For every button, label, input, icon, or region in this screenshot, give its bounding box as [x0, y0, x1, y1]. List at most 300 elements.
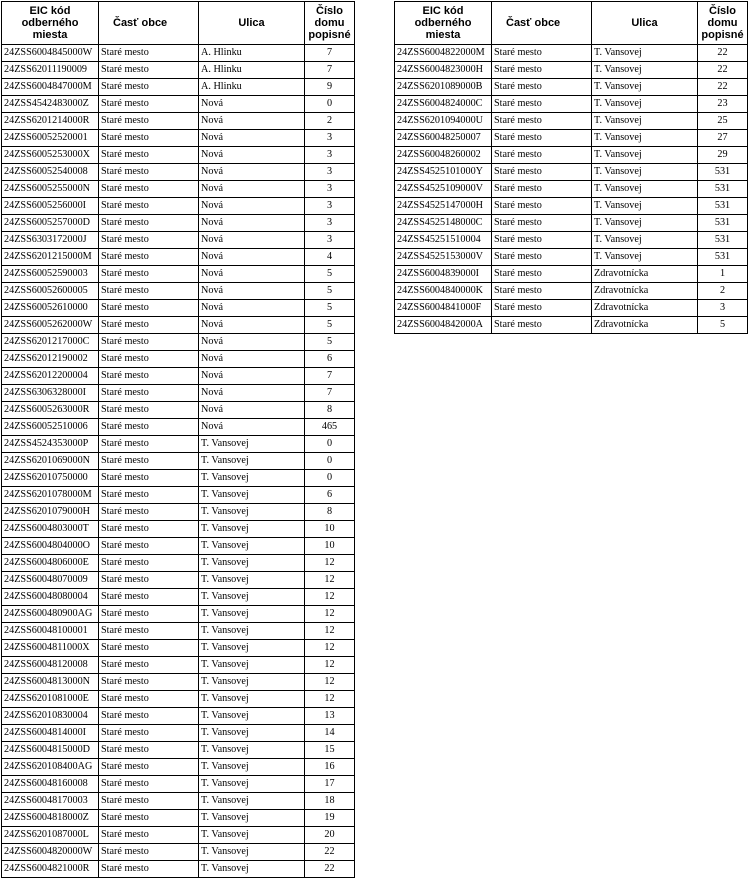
cast-obce-cell: Staré mesto: [99, 266, 199, 283]
cislo-cell: 18: [305, 793, 355, 810]
ulica-cell: T. Vansovej: [199, 538, 305, 555]
cast-obce-cell: Staré mesto: [99, 827, 199, 844]
table-row: [2, 606, 355, 623]
eic-cell: 24ZSS60048260002: [395, 147, 492, 164]
eic-cell: 24ZSS60048080004: [2, 589, 99, 606]
ulica-cell: T. Vansovej: [199, 623, 305, 640]
cislo-cell: 23: [698, 96, 748, 113]
cislo-cell: 12: [305, 691, 355, 708]
eic-cell: 24ZSS6201217000C: [2, 334, 99, 351]
ulica-cell: A. Hlinku: [199, 45, 305, 62]
cislo-cell: 17: [305, 776, 355, 793]
cislo-cell: 10: [305, 538, 355, 555]
cast-obce-cell: Staré mesto: [99, 640, 199, 657]
cislo-cell: 3: [305, 198, 355, 215]
cast-obce-cell: Staré mesto: [492, 130, 592, 147]
ulica-cell: T. Vansovej: [199, 742, 305, 759]
cislo-cell: 12: [305, 657, 355, 674]
cislo-cell: 8: [305, 402, 355, 419]
cast-obce-cell: Staré mesto: [99, 351, 199, 368]
eic-cell: 24ZSS6201094000U: [395, 113, 492, 130]
eic-cell: 24ZSS6004841000F: [395, 300, 492, 317]
header-ulica: Ulica: [592, 2, 698, 45]
cislo-cell: 5: [698, 317, 748, 334]
cast-obce-cell: Staré mesto: [492, 317, 592, 334]
cast-obce-cell: Staré mesto: [99, 759, 199, 776]
cast-obce-cell: Staré mesto: [99, 708, 199, 725]
cislo-cell: 25: [698, 113, 748, 130]
table-row: [2, 283, 355, 300]
table-row: [2, 470, 355, 487]
cast-obce-cell: Staré mesto: [99, 810, 199, 827]
cast-obce-cell: Staré mesto: [99, 725, 199, 742]
cast-obce-cell: Staré mesto: [492, 232, 592, 249]
cislo-cell: 0: [305, 470, 355, 487]
cislo-cell: 13: [305, 708, 355, 725]
cislo-cell: 5: [305, 317, 355, 334]
ulica-cell: T. Vansovej: [199, 436, 305, 453]
eic-cell: 24ZSS6201087000L: [2, 827, 99, 844]
ulica-cell: T. Vansovej: [199, 861, 305, 878]
eic-cell: 24ZSS6201081000E: [2, 691, 99, 708]
cast-obce-cell: Staré mesto: [492, 79, 592, 96]
table-row: [2, 572, 355, 589]
cast-obce-cell: Staré mesto: [99, 606, 199, 623]
cast-obce-cell: Staré mesto: [99, 181, 199, 198]
eic-cell: 24ZSS4524353000P: [2, 436, 99, 453]
eic-cell: 24ZSS62012200004: [2, 368, 99, 385]
eic-cell: 24ZSS60048170003: [2, 793, 99, 810]
address-table-left: [1, 1, 355, 878]
cislo-cell: 2: [698, 283, 748, 300]
cast-obce-cell: Staré mesto: [492, 62, 592, 79]
eic-cell: 24ZSS60052610000: [2, 300, 99, 317]
cislo-cell: 465: [305, 419, 355, 436]
ulica-cell: T. Vansovej: [199, 759, 305, 776]
table-row: [2, 708, 355, 725]
table-row: [395, 300, 748, 317]
cislo-cell: 3: [305, 130, 355, 147]
ulica-cell: Nová: [199, 232, 305, 249]
eic-cell: 24ZSS6004839000I: [395, 266, 492, 283]
eic-cell: 24ZSS60052540008: [2, 164, 99, 181]
ulica-cell: T. Vansovej: [592, 62, 698, 79]
eic-cell: 24ZSS6201078000M: [2, 487, 99, 504]
table-row: [395, 317, 748, 334]
cast-obce-cell: Staré mesto: [492, 113, 592, 130]
cast-obce-cell: Staré mesto: [99, 589, 199, 606]
cislo-cell: 6: [305, 487, 355, 504]
table-row: [2, 521, 355, 538]
ulica-cell: Nová: [199, 266, 305, 283]
cislo-cell: 22: [698, 45, 748, 62]
cast-obce-cell: Staré mesto: [99, 113, 199, 130]
ulica-cell: T. Vansovej: [199, 487, 305, 504]
table-row: [2, 691, 355, 708]
eic-cell: 24ZSS60048120008: [2, 657, 99, 674]
header-ulica: Ulica: [199, 2, 305, 45]
ulica-cell: T. Vansovej: [199, 555, 305, 572]
eic-cell: 24ZSS4525147000H: [395, 198, 492, 215]
cast-obce-cell: Staré mesto: [492, 45, 592, 62]
table-row: [2, 402, 355, 419]
cislo-cell: 7: [305, 62, 355, 79]
table-row: [395, 181, 748, 198]
cislo-cell: 531: [698, 181, 748, 198]
cislo-cell: 531: [698, 232, 748, 249]
cast-obce-cell: Staré mesto: [99, 504, 199, 521]
cast-obce-cell: Staré mesto: [492, 96, 592, 113]
table-row: [395, 215, 748, 232]
cislo-cell: 7: [305, 385, 355, 402]
header-row: [2, 2, 355, 45]
eic-cell: 24ZSS6005256000I: [2, 198, 99, 215]
ulica-cell: T. Vansovej: [199, 453, 305, 470]
table-row: [395, 113, 748, 130]
table-row: [395, 62, 748, 79]
table-row: [2, 657, 355, 674]
cast-obce-cell: Staré mesto: [492, 300, 592, 317]
table-row: [395, 198, 748, 215]
eic-cell: 24ZSS6004840000K: [395, 283, 492, 300]
eic-cell: 24ZSS62012190002: [2, 351, 99, 368]
table-row: [395, 249, 748, 266]
table-row: [2, 674, 355, 691]
cislo-cell: 5: [305, 300, 355, 317]
table-row: [2, 844, 355, 861]
eic-cell: 24ZSS4525101000Y: [395, 164, 492, 181]
cislo-cell: 1: [698, 266, 748, 283]
ulica-cell: Nová: [199, 385, 305, 402]
cast-obce-cell: Staré mesto: [492, 215, 592, 232]
cislo-cell: 7: [305, 368, 355, 385]
header-cislo: Číslo domu popisné: [698, 2, 748, 45]
cislo-cell: 5: [305, 334, 355, 351]
header-cast-obce: Časť obce: [99, 2, 199, 45]
table-row: [2, 96, 355, 113]
table-row: [2, 861, 355, 878]
ulica-cell: Nová: [199, 181, 305, 198]
cislo-cell: 531: [698, 215, 748, 232]
table-row: [2, 232, 355, 249]
cislo-cell: 27: [698, 130, 748, 147]
eic-cell: 24ZSS6201214000R: [2, 113, 99, 130]
cast-obce-cell: Staré mesto: [99, 572, 199, 589]
ulica-cell: T. Vansovej: [199, 606, 305, 623]
eic-cell: 24ZSS6004806000E: [2, 555, 99, 572]
cast-obce-cell: Staré mesto: [492, 198, 592, 215]
eic-cell: 24ZSS60048250007: [395, 130, 492, 147]
table-row: [395, 96, 748, 113]
cislo-cell: 20: [305, 827, 355, 844]
ulica-cell: T. Vansovej: [199, 504, 305, 521]
cislo-cell: 5: [305, 283, 355, 300]
cast-obce-cell: Staré mesto: [99, 436, 199, 453]
eic-cell: 24ZSS6004811000X: [2, 640, 99, 657]
table-row: [2, 181, 355, 198]
table-row: [2, 351, 355, 368]
eic-cell: 24ZSS6201079000H: [2, 504, 99, 521]
ulica-cell: T. Vansovej: [592, 232, 698, 249]
table-row: [2, 436, 355, 453]
cislo-cell: 5: [305, 266, 355, 283]
cast-obce-cell: Staré mesto: [492, 181, 592, 198]
ulica-cell: Nová: [199, 96, 305, 113]
cast-obce-cell: Staré mesto: [99, 861, 199, 878]
table-row: [2, 759, 355, 776]
table-row: [2, 504, 355, 521]
table-row: [2, 79, 355, 96]
cislo-cell: 19: [305, 810, 355, 827]
ulica-cell: Nová: [199, 130, 305, 147]
table-row: [2, 623, 355, 640]
ulica-cell: T. Vansovej: [592, 181, 698, 198]
cislo-cell: 531: [698, 164, 748, 181]
cast-obce-cell: Staré mesto: [99, 249, 199, 266]
ulica-cell: T. Vansovej: [199, 844, 305, 861]
eic-cell: 24ZSS6004818000Z: [2, 810, 99, 827]
table-row: [2, 334, 355, 351]
cislo-cell: 7: [305, 45, 355, 62]
eic-cell: 24ZSS6005253000X: [2, 147, 99, 164]
cast-obce-cell: Staré mesto: [99, 215, 199, 232]
eic-cell: 24ZSS6004813000N: [2, 674, 99, 691]
ulica-cell: A. Hlinku: [199, 62, 305, 79]
eic-cell: 24ZSS6005255000N: [2, 181, 99, 198]
cast-obce-cell: Staré mesto: [99, 96, 199, 113]
table-row: [395, 232, 748, 249]
cislo-cell: 0: [305, 453, 355, 470]
cislo-cell: 0: [305, 96, 355, 113]
table-row: [2, 113, 355, 130]
table-row: [395, 79, 748, 96]
cast-obce-cell: Staré mesto: [99, 623, 199, 640]
table-row: [2, 45, 355, 62]
table-row: [2, 147, 355, 164]
cislo-cell: 16: [305, 759, 355, 776]
eic-cell: 24ZSS6004803000T: [2, 521, 99, 538]
table-row: [2, 589, 355, 606]
ulica-cell: T. Vansovej: [592, 215, 698, 232]
cast-obce-cell: Staré mesto: [99, 283, 199, 300]
table-row: [2, 742, 355, 759]
ulica-cell: Nová: [199, 164, 305, 181]
ulica-cell: T. Vansovej: [199, 470, 305, 487]
ulica-cell: Nová: [199, 300, 305, 317]
ulica-cell: Nová: [199, 283, 305, 300]
ulica-cell: T. Vansovej: [199, 827, 305, 844]
cast-obce-cell: Staré mesto: [99, 147, 199, 164]
ulica-cell: T. Vansovej: [592, 164, 698, 181]
cast-obce-cell: Staré mesto: [99, 793, 199, 810]
ulica-cell: Nová: [199, 215, 305, 232]
cislo-cell: 3: [305, 147, 355, 164]
ulica-cell: Zdravotnícka: [592, 266, 698, 283]
table-row: [395, 147, 748, 164]
table-row: [2, 793, 355, 810]
ulica-cell: T. Vansovej: [199, 725, 305, 742]
cislo-cell: 531: [698, 249, 748, 266]
header-cislo: Číslo domu popisné: [305, 2, 355, 45]
ulica-cell: T. Vansovej: [199, 776, 305, 793]
cast-obce-cell: Staré mesto: [99, 79, 199, 96]
eic-cell: 24ZSS6201069000N: [2, 453, 99, 470]
ulica-cell: T. Vansovej: [199, 640, 305, 657]
eic-cell: 24ZSS6004821000R: [2, 861, 99, 878]
table-row: [2, 827, 355, 844]
cislo-cell: 22: [305, 861, 355, 878]
ulica-cell: Zdravotnícka: [592, 300, 698, 317]
cislo-cell: 22: [698, 79, 748, 96]
cast-obce-cell: Staré mesto: [99, 317, 199, 334]
table-row: [2, 538, 355, 555]
cast-obce-cell: Staré mesto: [492, 266, 592, 283]
table-row: [2, 266, 355, 283]
cislo-cell: 2: [305, 113, 355, 130]
cislo-cell: 6: [305, 351, 355, 368]
table-row: [395, 164, 748, 181]
cislo-cell: 531: [698, 198, 748, 215]
header-row: [395, 2, 748, 45]
ulica-cell: Nová: [199, 368, 305, 385]
cast-obce-cell: Staré mesto: [99, 232, 199, 249]
eic-cell: 24ZSS6005262000W: [2, 317, 99, 334]
header-eic: EIC kód odberného miesta: [395, 2, 492, 45]
ulica-cell: Nová: [199, 113, 305, 130]
cast-obce-cell: Staré mesto: [492, 283, 592, 300]
ulica-cell: Nová: [199, 419, 305, 436]
cislo-cell: 12: [305, 640, 355, 657]
cast-obce-cell: Staré mesto: [99, 538, 199, 555]
eic-cell: 24ZSS60048160008: [2, 776, 99, 793]
ulica-cell: T. Vansovej: [199, 674, 305, 691]
cast-obce-cell: Staré mesto: [99, 691, 199, 708]
cast-obce-cell: Staré mesto: [99, 385, 199, 402]
eic-cell: 24ZSS60052600005: [2, 283, 99, 300]
eic-cell: 24ZSS6004820000W: [2, 844, 99, 861]
cislo-cell: 0: [305, 436, 355, 453]
ulica-cell: Nová: [199, 351, 305, 368]
ulica-cell: T. Vansovej: [199, 589, 305, 606]
ulica-cell: T. Vansovej: [592, 96, 698, 113]
table-row: [395, 266, 748, 283]
eic-cell: 24ZSS6004822000M: [395, 45, 492, 62]
cast-obce-cell: Staré mesto: [99, 657, 199, 674]
cislo-cell: 3: [305, 232, 355, 249]
table-row: [2, 640, 355, 657]
cislo-cell: 22: [698, 62, 748, 79]
table-row: [2, 776, 355, 793]
cast-obce-cell: Staré mesto: [99, 844, 199, 861]
table-row: [2, 453, 355, 470]
eic-cell: 24ZSS62010830004: [2, 708, 99, 725]
eic-cell: 24ZSS4525109000V: [395, 181, 492, 198]
cast-obce-cell: Staré mesto: [99, 368, 199, 385]
cast-obce-cell: Staré mesto: [99, 470, 199, 487]
ulica-cell: T. Vansovej: [199, 810, 305, 827]
table-row: [2, 385, 355, 402]
cast-obce-cell: Staré mesto: [99, 130, 199, 147]
eic-cell: 24ZSS60052590003: [2, 266, 99, 283]
table-row: [395, 45, 748, 62]
eic-cell: 24ZSS6004823000H: [395, 62, 492, 79]
eic-cell: 24ZSS62010750000: [2, 470, 99, 487]
ulica-cell: T. Vansovej: [592, 113, 698, 130]
table-row: [2, 419, 355, 436]
table-row: [2, 725, 355, 742]
cast-obce-cell: Staré mesto: [99, 742, 199, 759]
cast-obce-cell: Staré mesto: [492, 249, 592, 266]
table-row: [2, 368, 355, 385]
cislo-cell: 12: [305, 572, 355, 589]
ulica-cell: T. Vansovej: [199, 793, 305, 810]
eic-cell: 24ZSS60048100001: [2, 623, 99, 640]
cislo-cell: 14: [305, 725, 355, 742]
eic-cell: 24ZSS6004845000W: [2, 45, 99, 62]
cast-obce-cell: Staré mesto: [492, 147, 592, 164]
table-row: [2, 317, 355, 334]
header-eic: EIC kód odberného miesta: [2, 2, 99, 45]
eic-cell: 24ZSS6201215000M: [2, 249, 99, 266]
table-row: [2, 810, 355, 827]
table-row: [2, 198, 355, 215]
table-row: [2, 164, 355, 181]
eic-cell: 24ZSS6004815000D: [2, 742, 99, 759]
ulica-cell: T. Vansovej: [592, 79, 698, 96]
eic-cell: 24ZSS6004847000M: [2, 79, 99, 96]
eic-cell: 24ZSS6005257000D: [2, 215, 99, 232]
eic-cell: 24ZSS6201089000B: [395, 79, 492, 96]
eic-cell: 24ZSS6306328000I: [2, 385, 99, 402]
cislo-cell: 3: [305, 164, 355, 181]
cast-obce-cell: Staré mesto: [492, 164, 592, 181]
table-row: [395, 130, 748, 147]
cislo-cell: 8: [305, 504, 355, 521]
ulica-cell: Nová: [199, 249, 305, 266]
eic-cell: 24ZSS6303172000J: [2, 232, 99, 249]
address-table-right: [394, 1, 748, 334]
ulica-cell: T. Vansovej: [199, 691, 305, 708]
cislo-cell: 12: [305, 674, 355, 691]
ulica-cell: T. Vansovej: [199, 708, 305, 725]
ulica-cell: Zdravotnícka: [592, 283, 698, 300]
cislo-cell: 3: [305, 181, 355, 198]
ulica-cell: T. Vansovej: [592, 45, 698, 62]
cislo-cell: 3: [698, 300, 748, 317]
eic-cell: 24ZSS62011190009: [2, 62, 99, 79]
cast-obce-cell: Staré mesto: [99, 300, 199, 317]
table-row: [395, 283, 748, 300]
table-row: [2, 215, 355, 232]
cast-obce-cell: Staré mesto: [99, 674, 199, 691]
eic-cell: 24ZSS620108400AG: [2, 759, 99, 776]
cast-obce-cell: Staré mesto: [99, 555, 199, 572]
cast-obce-cell: Staré mesto: [99, 198, 199, 215]
cislo-cell: 15: [305, 742, 355, 759]
table-row: [2, 130, 355, 147]
cislo-cell: 3: [305, 215, 355, 232]
ulica-cell: T. Vansovej: [592, 130, 698, 147]
eic-cell: 24ZSS600480900AG: [2, 606, 99, 623]
cislo-cell: 9: [305, 79, 355, 96]
ulica-cell: Nová: [199, 334, 305, 351]
eic-cell: 24ZSS6004804000O: [2, 538, 99, 555]
table-row: [2, 555, 355, 572]
eic-cell: 24ZSS6004842000A: [395, 317, 492, 334]
cast-obce-cell: Staré mesto: [99, 164, 199, 181]
ulica-cell: T. Vansovej: [199, 521, 305, 538]
cislo-cell: 12: [305, 606, 355, 623]
